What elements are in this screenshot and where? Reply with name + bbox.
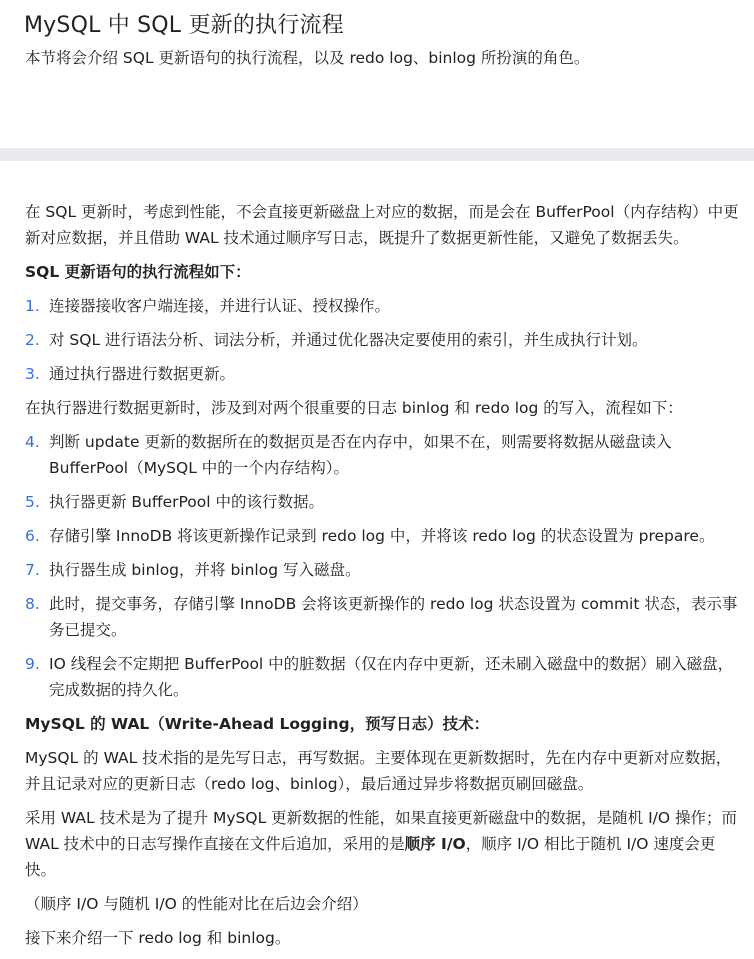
intro-paragraph: 在 SQL 更新时，考虑到性能，不会直接更新磁盘上对应的数据，而是会在 BufferPool（内存结构）中更新对应数据，并且借助 WAL 技术通过顺序写日志，既提升了数据更新性能，又避免了数据丢失。 — [25, 203, 739, 247]
list-text: 执行器生成 binlog，并将 binlog 写入磁盘。 — [49, 561, 361, 579]
list-number: 2. — [25, 331, 40, 349]
note-paragraph: （顺序 I/O 与随机 I/O 的性能对比在后边会介绍） — [25, 895, 368, 913]
list-number: 4. — [25, 433, 40, 451]
steps-list-b — [25, 429, 743, 703]
list-text: 判断 update 更新的数据所在的数据页是否在内存中，如果不在，则需要将数据从磁盘读入 BufferPool（MySQL 中的一个内存结构）。 — [49, 433, 672, 477]
list-item — [25, 523, 743, 549]
wal-paragraph-2 — [25, 805, 743, 883]
list-item — [25, 361, 743, 387]
list-text: 执行器更新 BufferPool 中的该行数据。 — [49, 493, 324, 511]
list-number: 1. — [25, 297, 40, 315]
list-item — [25, 489, 743, 515]
list-text: 存储引擎 InnoDB 将该更新操作记录到 redo log 中，并将该 redo log 的状态设置为 prepare。 — [49, 527, 715, 545]
list-number: 3. — [25, 365, 40, 383]
section-divider-band — [0, 148, 754, 161]
list-number: 7. — [25, 561, 40, 579]
wal-heading: MySQL 的 WAL（Write-Ahead Logging，预写日志）技术： — [25, 715, 490, 733]
page-title: MySQL 中 SQL 更新的执行流程 — [24, 13, 344, 38]
list-number: 5. — [25, 493, 40, 511]
article-body — [25, 199, 743, 959]
article-header — [0, 0, 754, 148]
list-number: 6. — [25, 527, 40, 545]
wal-paragraph-2-text: 采用 WAL 技术是为了提升 MySQL 更新数据的性能，如果直接更新磁盘中的数据，是随机 I/O 操作；而 WAL 技术中的日志写操作直接在文件后追加，采用的是 — [25, 809, 737, 853]
list-item — [25, 293, 743, 319]
list-item — [25, 651, 743, 703]
list-text: 连接器接收客户端连接，并进行认证、授权操作。 — [49, 297, 391, 315]
flow-heading: SQL 更新语句的执行流程如下： — [25, 263, 251, 281]
sequential-io-emphasis: 顺序 I/O — [404, 835, 466, 853]
mid-paragraph: 在执行器进行数据更新时，涉及到对两个很重要的日志 binlog 和 redo log 的写入，流程如下： — [25, 399, 683, 417]
wal-paragraph-1: MySQL 的 WAL 技术指的是先写日志，再写数据。主要体现在更新数据时，先在内存中更新对应数据，并且记录对应的更新日志（redo log、binlog），最后通过异步将数据页刷回磁盘。 — [25, 749, 732, 793]
steps-list-a — [25, 293, 743, 387]
list-number: 9. — [25, 655, 40, 673]
list-text: 通过执行器进行数据更新。 — [49, 365, 236, 383]
list-item — [25, 591, 743, 643]
list-item — [25, 327, 743, 353]
list-text: IO 线程会不定期把 BufferPool 中的脏数据（仅在内存中更新，还未刷入磁盘中的数据）刷入磁盘，完成数据的持久化。 — [49, 655, 734, 699]
list-number: 8. — [25, 595, 40, 613]
list-item — [25, 429, 743, 481]
next-paragraph: 接下来介绍一下 redo log 和 binlog。 — [25, 929, 291, 947]
wal-paragraph-2-tail: ，顺序 I/O 相比于随机 I/O 速度会更快。 — [25, 835, 716, 879]
list-item — [25, 557, 743, 583]
page-subtitle: 本节将会介绍 SQL 更新语句的执行流程，以及 redo log、binlog 所扮演的角色。 — [25, 49, 590, 67]
list-text: 此时，提交事务，存储引擎 InnoDB 会将该更新操作的 redo log 状态设置为 commit 状态，表示事务已提交。 — [49, 595, 738, 639]
list-text: 对 SQL 进行语法分析、词法分析，并通过优化器决定要使用的索引，并生成执行计划。 — [49, 331, 648, 349]
